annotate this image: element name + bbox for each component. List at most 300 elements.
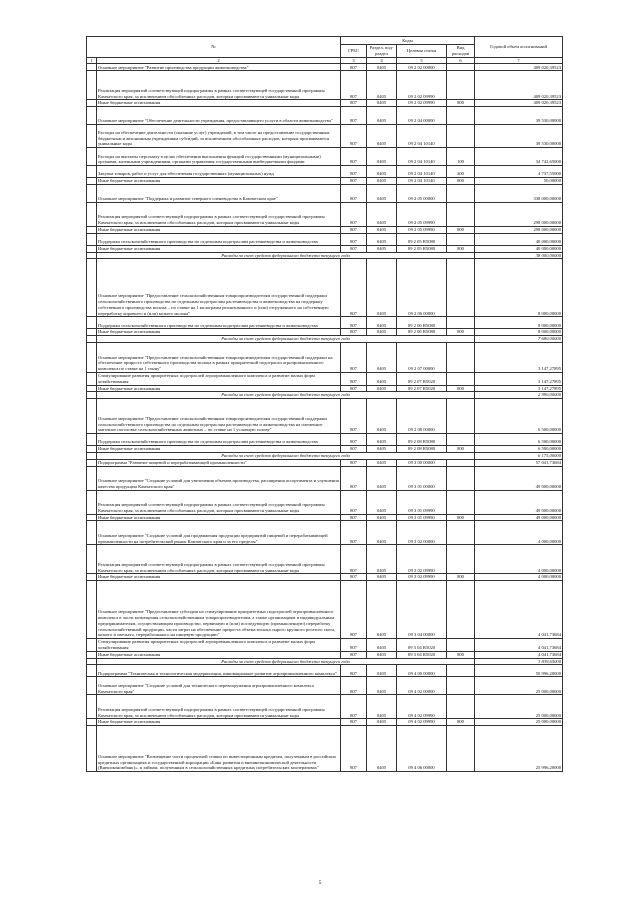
target-article-code: 09 3 02 00000 bbox=[397, 521, 447, 545]
grbs-code: 807 bbox=[341, 490, 367, 514]
expense-type-code bbox=[447, 581, 475, 639]
grbs-code: 807 bbox=[341, 677, 367, 695]
expense-type-code: 800 bbox=[447, 719, 475, 726]
expense-type-code bbox=[447, 107, 475, 125]
expense-type-code bbox=[447, 184, 475, 202]
row-number-cell bbox=[87, 514, 97, 521]
grbs-code: 807 bbox=[341, 342, 367, 372]
expense-type-code bbox=[447, 64, 475, 71]
row-number-cell bbox=[87, 259, 97, 317]
header-target-article: Целевая статья bbox=[397, 45, 447, 58]
table-row bbox=[87, 665, 563, 677]
expense-name: Закупка товаров, работ и услуг для обеспечения государственных (муниципальных) нужд bbox=[97, 166, 341, 178]
federal-budget-amount: 7 680,00000 bbox=[475, 336, 563, 343]
target-article-code: 09 3 02 09990 bbox=[397, 545, 447, 574]
annual-amount: 6 500,00000 bbox=[475, 446, 563, 453]
header-index-5: 5 bbox=[397, 57, 447, 64]
federal-budget-label: Расходы за счет средств федерального бюджета текущего года bbox=[97, 658, 475, 665]
expense-name: Стимулирование развития приоритетных подотраслей агропромышленного комплекса и развитие малых форм хозяйствования bbox=[97, 639, 341, 652]
federal-budget-row bbox=[87, 252, 563, 259]
expense-type-code: 800 bbox=[447, 385, 475, 392]
table-row bbox=[87, 466, 563, 490]
target-article-code: 09 2 04 10140 bbox=[397, 166, 447, 178]
target-article-code: 09 2 08 00000 bbox=[397, 399, 447, 434]
annual-amount: 40 000,00000 bbox=[475, 245, 563, 252]
table-row bbox=[87, 459, 563, 466]
row-number-cell bbox=[87, 434, 97, 446]
target-article-code: 09 3 04 R5020 bbox=[397, 651, 447, 658]
row-number-cell bbox=[87, 446, 97, 453]
grbs-code: 807 bbox=[341, 545, 367, 574]
federal-budget-row bbox=[87, 336, 563, 343]
federal-budget-label: Расходы за счет средств федерального бюджета текущего года bbox=[97, 392, 475, 399]
annual-amount: 6 500,00000 bbox=[475, 434, 563, 446]
expense-name: Реализация мероприятий соответствующей подпрограммы в рамках соответствующей государственной программы Камчатского края, за исключением обособленных расходов, которым присваиваются уникальные коды bbox=[97, 490, 341, 514]
expense-type-code: 100 bbox=[447, 148, 475, 166]
grbs-code: 807 bbox=[341, 434, 367, 446]
row-number-cell bbox=[87, 317, 97, 329]
row-number-cell bbox=[87, 726, 97, 772]
section-code: 0405 bbox=[367, 178, 397, 185]
row-number-cell bbox=[87, 336, 97, 343]
expense-name: Иные бюджетные ассигнования bbox=[97, 329, 341, 336]
grbs-code: 807 bbox=[341, 178, 367, 185]
table-row bbox=[87, 107, 563, 125]
expense-name: Реализация мероприятий соответствующей подпрограммы в рамках соответствующей государственной программы Камчатского края, за исключением обособленных расходов, которым присваиваются уникальные коды bbox=[97, 545, 341, 574]
target-article-code: 09 2 06 R5080 bbox=[397, 329, 447, 336]
table-row bbox=[87, 148, 563, 166]
expense-name: Иные бюджетные ассигнования bbox=[97, 226, 341, 233]
row-number-cell bbox=[87, 252, 97, 259]
section-code: 0405 bbox=[367, 514, 397, 521]
section-code: 0405 bbox=[367, 490, 397, 514]
target-article-code: 09 3 04 00000 bbox=[397, 581, 447, 639]
grbs-code: 807 bbox=[341, 726, 367, 772]
target-article-code: 09 4 06 00000 bbox=[397, 726, 447, 772]
grbs-code: 807 bbox=[341, 148, 367, 166]
target-article-code: 09 2 06 R5080 bbox=[397, 317, 447, 329]
budget-table bbox=[86, 36, 563, 772]
expense-name: Поддержка сельскохозяйственного производства по отдельным подотраслям растениеводства и животноводства bbox=[97, 233, 341, 245]
section-code: 0405 bbox=[367, 466, 397, 490]
target-article-code: 09 2 05 00000 bbox=[397, 184, 447, 202]
section-code: 0405 bbox=[367, 202, 397, 226]
section-code: 0405 bbox=[367, 434, 397, 446]
expense-name: Расходы на выплаты персоналу в целях обеспечения выполнения функций государственными (муниципальными) органами, казенными учреждениями, органами управления государственными внебюджетными фондами bbox=[97, 148, 341, 166]
table-row bbox=[87, 64, 563, 71]
grbs-code: 807 bbox=[341, 100, 367, 107]
row-number-cell bbox=[87, 658, 97, 665]
row-number-cell bbox=[87, 452, 97, 459]
expense-type-code: 800 bbox=[447, 574, 475, 581]
table-row bbox=[87, 329, 563, 336]
expense-name: Основное мероприятие "Возмещение части процентной ставки по инвестиционным кредитам, полученным в российских кредитных организациях и государственной корпорации «Банк развития и внешнеэкономической деятельности (Внешэкономбанк)», и займам, полученным в сельскохозяйственных кредитных потребительских кооперативах" bbox=[97, 726, 341, 772]
target-article-code: 09 3 01 09990 bbox=[397, 514, 447, 521]
annual-amount: 4 000,00000 bbox=[475, 574, 563, 581]
table-row bbox=[87, 317, 563, 329]
row-number-cell bbox=[87, 677, 97, 695]
row-number-cell bbox=[87, 178, 97, 185]
expense-name: Основное мероприятие "Обеспечение деятельности учреждения, предоставляющего услуги в области животноводства" bbox=[97, 107, 341, 125]
table-row bbox=[87, 259, 563, 317]
grbs-code: 807 bbox=[341, 226, 367, 233]
annual-amount: 25 996,20000 bbox=[475, 726, 563, 772]
table-row bbox=[87, 100, 563, 107]
expense-type-code: 800 bbox=[447, 226, 475, 233]
annual-amount: 4 041,73684 bbox=[475, 651, 563, 658]
row-number-cell bbox=[87, 581, 97, 639]
expense-type-code bbox=[447, 639, 475, 652]
expense-type-code bbox=[447, 466, 475, 490]
target-article-code: 09 3 01 09990 bbox=[397, 490, 447, 514]
expense-type-code bbox=[447, 372, 475, 385]
expense-type-code: 800 bbox=[447, 245, 475, 252]
table-row bbox=[87, 385, 563, 392]
table-row bbox=[87, 226, 563, 233]
annual-amount: 4 041,73684 bbox=[475, 639, 563, 652]
grbs-code: 807 bbox=[341, 372, 367, 385]
section-code: 0405 bbox=[367, 665, 397, 677]
grbs-code: 807 bbox=[341, 459, 367, 466]
section-code: 0405 bbox=[367, 148, 397, 166]
row-number-cell bbox=[87, 719, 97, 726]
expense-name: Реализация мероприятий соответствующей подпрограммы в рамках соответствующей государственной программы Камчатского края, за исключением обособленных расходов, которым присваиваются уникальные коды bbox=[97, 71, 341, 100]
target-article-code: 09 2 02 00000 bbox=[397, 64, 447, 71]
table-row bbox=[87, 372, 563, 385]
grbs-code: 807 bbox=[341, 64, 367, 71]
annual-amount: 3 147,27895 bbox=[475, 342, 563, 372]
expense-type-code bbox=[447, 695, 475, 719]
target-article-code: 09 3 00 00000 bbox=[397, 459, 447, 466]
grbs-code: 807 bbox=[341, 317, 367, 329]
grbs-code: 807 bbox=[341, 71, 367, 100]
section-code: 0405 bbox=[367, 71, 397, 100]
target-article-code: 09 2 05 R5080 bbox=[397, 245, 447, 252]
header-index-4: 4 bbox=[367, 57, 397, 64]
annual-amount: 338 000,00000 bbox=[475, 184, 563, 202]
header-section: Раздел, под-раздел bbox=[367, 45, 397, 58]
section-code: 0405 bbox=[367, 259, 397, 317]
grbs-code: 807 bbox=[341, 521, 367, 545]
grbs-code: 807 bbox=[341, 202, 367, 226]
expense-type-code bbox=[447, 342, 475, 372]
target-article-code: 09 2 07 R5020 bbox=[397, 385, 447, 392]
target-article-code: 09 2 08 R5080 bbox=[397, 434, 447, 446]
expense-type-code bbox=[447, 259, 475, 317]
annual-amount: 25 000,00000 bbox=[475, 677, 563, 695]
expense-name: Поддержка сельскохозяйственного производства по отдельным подотраслям растениеводства и животноводства bbox=[97, 434, 341, 446]
expense-type-code bbox=[447, 726, 475, 772]
federal-budget-label: Расходы за счет средств федерального бюджета текущего года bbox=[97, 252, 475, 259]
federal-budget-label: Расходы за счет средств федерального бюджета текущего года bbox=[97, 336, 475, 343]
annual-amount: 49 000,00000 bbox=[475, 514, 563, 521]
grbs-code: 807 bbox=[341, 166, 367, 178]
section-code: 0405 bbox=[367, 726, 397, 772]
row-number-cell bbox=[87, 233, 97, 245]
section-code: 0405 bbox=[367, 639, 397, 652]
annual-amount: 3 147,27895 bbox=[475, 385, 563, 392]
annual-amount: 25 000,00000 bbox=[475, 719, 563, 726]
expense-name: Основное мероприятие "Поддержка и развитие северного оленеводства в Камчатском крае" bbox=[97, 184, 341, 202]
table-row bbox=[87, 651, 563, 658]
row-number-cell bbox=[87, 459, 97, 466]
annual-amount: 49 000,00000 bbox=[475, 466, 563, 490]
expense-type-code bbox=[447, 399, 475, 434]
annual-amount: 8 000,00000 bbox=[475, 329, 563, 336]
annual-amount: 4 041,73684 bbox=[475, 581, 563, 639]
expense-type-code: 800 bbox=[447, 100, 475, 107]
expense-type-code bbox=[447, 71, 475, 100]
annual-amount: 40 000,00000 bbox=[475, 233, 563, 245]
expense-type-code bbox=[447, 317, 475, 329]
grbs-code: 807 bbox=[341, 574, 367, 581]
section-code: 0405 bbox=[367, 521, 397, 545]
target-article-code: 09 2 04 10140 bbox=[397, 178, 447, 185]
federal-budget-row bbox=[87, 392, 563, 399]
row-number-cell bbox=[87, 521, 97, 545]
target-article-code: 09 2 07 00000 bbox=[397, 342, 447, 372]
section-code: 0405 bbox=[367, 64, 397, 71]
section-code: 0405 bbox=[367, 166, 397, 178]
section-code: 0405 bbox=[367, 329, 397, 336]
row-number-cell bbox=[87, 695, 97, 719]
annual-amount: 409 020,39523 bbox=[475, 64, 563, 71]
federal-budget-amount: 2 990,00000 bbox=[475, 392, 563, 399]
expense-name: Основное мероприятие "Создание условий для технического перевооружения агропромышленного комплекса Камчатского края" bbox=[97, 677, 341, 695]
annual-amount: 4 737,55000 bbox=[475, 166, 563, 178]
annual-amount: 8 000,00000 bbox=[475, 317, 563, 329]
expense-type-code bbox=[447, 490, 475, 514]
section-code: 0405 bbox=[367, 545, 397, 574]
expense-name: Подпрограмма "Техническая и технологическая модернизация, инновационное развитие агропромышленного комплекса" bbox=[97, 665, 341, 677]
row-number-cell bbox=[87, 226, 97, 233]
header-index-7: 7 bbox=[475, 57, 563, 64]
annual-amount: 298 000,00000 bbox=[475, 226, 563, 233]
row-number-cell bbox=[87, 184, 97, 202]
target-article-code: 09 3 04 R5020 bbox=[397, 639, 447, 652]
target-article-code: 09 2 05 09990 bbox=[397, 226, 447, 233]
target-article-code: 09 2 05 09990 bbox=[397, 202, 447, 226]
expense-name: Иные бюджетные ассигнования bbox=[97, 178, 341, 185]
table-row bbox=[87, 719, 563, 726]
table-row bbox=[87, 726, 563, 772]
expense-type-code: 200 bbox=[447, 166, 475, 178]
expense-type-code bbox=[447, 459, 475, 466]
expense-name: Реализация мероприятий соответствующей подпрограммы в рамках соответствующей государственной программы Камчатского края, за исключением обособленных расходов, которым присваиваются уникальные коды bbox=[97, 695, 341, 719]
section-code: 0405 bbox=[367, 233, 397, 245]
row-number-cell bbox=[87, 125, 97, 148]
annual-amount: 4 000,00000 bbox=[475, 545, 563, 574]
grbs-code: 807 bbox=[341, 466, 367, 490]
table-row bbox=[87, 166, 563, 178]
table-row bbox=[87, 521, 563, 545]
grbs-code: 807 bbox=[341, 719, 367, 726]
expense-name: Стимулирование развития приоритетных подотраслей агропромышленного комплекса и развитие малых форм хозяйствования bbox=[97, 372, 341, 385]
expense-type-code bbox=[447, 665, 475, 677]
annual-amount: 50,00000 bbox=[475, 178, 563, 185]
target-article-code: 09 3 02 09990 bbox=[397, 574, 447, 581]
expense-name: Иные бюджетные ассигнования bbox=[97, 385, 341, 392]
annual-amount: 34 742,65000 bbox=[475, 148, 563, 166]
expense-type-code bbox=[447, 521, 475, 545]
row-number-cell bbox=[87, 372, 97, 385]
expense-name: Поддержка сельскохозяйственного производства по отдельным подотраслям растениеводства и животноводства bbox=[97, 317, 341, 329]
grbs-code: 807 bbox=[341, 245, 367, 252]
grbs-code: 807 bbox=[341, 514, 367, 521]
target-article-code: 09 4 02 00000 bbox=[397, 677, 447, 695]
grbs-code: 807 bbox=[341, 639, 367, 652]
expense-type-code bbox=[447, 677, 475, 695]
section-code: 0405 bbox=[367, 399, 397, 434]
row-number-cell bbox=[87, 385, 97, 392]
grbs-code: 807 bbox=[341, 184, 367, 202]
row-number-cell bbox=[87, 64, 97, 71]
annual-amount: 39 530,00000 bbox=[475, 125, 563, 148]
section-code: 0405 bbox=[367, 245, 397, 252]
expense-type-code: 800 bbox=[447, 514, 475, 521]
section-code: 0405 bbox=[367, 100, 397, 107]
header-annual-volume: Годовой объем ассигнований bbox=[475, 37, 563, 58]
section-code: 0405 bbox=[367, 719, 397, 726]
expense-type-code: 800 bbox=[447, 178, 475, 185]
table-row bbox=[87, 233, 563, 245]
grbs-code: 807 bbox=[341, 329, 367, 336]
row-number-cell bbox=[87, 71, 97, 100]
expense-name: Основное мероприятие "Предоставление сельскохозяйственным товаропроизводителям государственной поддержки сельскохозяйственного производства по отдельным подотраслям растениеводства и животноводства на поддержку собственного производства молока – по ставке на 1 килограмм реализованного и (или) отгруженного на собственную переработку коровьего и (или) козьего молока" bbox=[97, 259, 341, 317]
annual-amount: 57 041,73684 bbox=[475, 459, 563, 466]
annual-amount: 4 000,00000 bbox=[475, 521, 563, 545]
header-grbs: ГРБС bbox=[341, 45, 367, 58]
row-number-cell bbox=[87, 245, 97, 252]
row-number-cell bbox=[87, 639, 97, 652]
expense-type-code bbox=[447, 233, 475, 245]
section-code: 0405 bbox=[367, 385, 397, 392]
section-code: 0405 bbox=[367, 677, 397, 695]
grbs-code: 807 bbox=[341, 665, 367, 677]
section-code: 0405 bbox=[367, 317, 397, 329]
expense-name: Иные бюджетные ассигнования bbox=[97, 719, 341, 726]
table-row bbox=[87, 125, 563, 148]
expense-name: Расходы на обеспечение деятельности (оказание услуг) учреждений, в том числе на предоставление государственным бюджетным и автономным учреждениям субсидий, за исключением обособленных расходов, которым присваиваются уникальные коды bbox=[97, 125, 341, 148]
row-number-cell bbox=[87, 466, 97, 490]
table-row bbox=[87, 574, 563, 581]
row-number-cell bbox=[87, 545, 97, 574]
expense-type-code bbox=[447, 125, 475, 148]
target-article-code: 09 2 05 R5080 bbox=[397, 233, 447, 245]
federal-budget-row bbox=[87, 658, 563, 665]
federal-budget-row bbox=[87, 452, 563, 459]
expense-name: Иные бюджетные ассигнования bbox=[97, 446, 341, 453]
federal-budget-amount: 6 175,00000 bbox=[475, 452, 563, 459]
annual-amount: 49 000,00000 bbox=[475, 490, 563, 514]
header-expense-type: Вид расходов bbox=[447, 45, 475, 58]
table-row bbox=[87, 446, 563, 453]
target-article-code: 09 2 02 09990 bbox=[397, 71, 447, 100]
expense-name: Иные бюджетные ассигнования bbox=[97, 100, 341, 107]
annual-amount: 8 000,00000 bbox=[475, 259, 563, 317]
grbs-code: 807 bbox=[341, 581, 367, 639]
expense-name: Основное мероприятие "Предоставление сельскохозяйственным товаропроизводителям государственной поддержки на обеспечение прироста собственного производства молока в рамках приоритетной подотрасли агропромышленного комплекса по ставке на 1 тонну" bbox=[97, 342, 341, 372]
expense-name: Основное мероприятие "Предоставление сельскохозяйственным товаропроизводителям государственной поддержки сельскохозяйственного производства по отдельным подотраслям растениеводства и животноводства на племенное маточное поголовье сельскохозяйственных животных – по ставке на 1 условную голову" bbox=[97, 399, 341, 434]
row-number-cell bbox=[87, 490, 97, 514]
table-row bbox=[87, 71, 563, 100]
section-code: 0405 bbox=[367, 574, 397, 581]
target-article-code: 09 2 06 00000 bbox=[397, 259, 447, 317]
expense-name: Основное мероприятие "Создание условий для продвижения продукции предприятий пищевой и перерабатывающей промышленности на потребительский рынок Камчатского края и за его пределы" bbox=[97, 521, 341, 545]
table-row bbox=[87, 545, 563, 574]
page-number: 5 bbox=[318, 880, 322, 886]
table-row bbox=[87, 202, 563, 226]
row-number-cell bbox=[87, 574, 97, 581]
target-article-code: 09 2 07 R5020 bbox=[397, 372, 447, 385]
target-article-code: 09 4 02 09990 bbox=[397, 719, 447, 726]
table-row bbox=[87, 342, 563, 372]
table-row bbox=[87, 677, 563, 695]
grbs-code: 807 bbox=[341, 107, 367, 125]
header-index-3: 3 bbox=[341, 57, 367, 64]
grbs-code: 807 bbox=[341, 259, 367, 317]
table-row bbox=[87, 581, 563, 639]
row-number-cell bbox=[87, 665, 97, 677]
section-code: 0405 bbox=[367, 226, 397, 233]
table-row bbox=[87, 178, 563, 185]
target-article-code: 09 2 08 R5080 bbox=[397, 446, 447, 453]
row-number-cell bbox=[87, 202, 97, 226]
table-row bbox=[87, 184, 563, 202]
target-article-code: 09 2 02 09990 bbox=[397, 100, 447, 107]
expense-type-code bbox=[447, 545, 475, 574]
target-article-code: 09 2 04 00000 bbox=[397, 107, 447, 125]
header-codes: Коды bbox=[341, 37, 475, 45]
section-code: 0405 bbox=[367, 446, 397, 453]
grbs-code: 807 bbox=[341, 233, 367, 245]
section-code: 0405 bbox=[367, 651, 397, 658]
federal-budget-amount: 38 000,00000 bbox=[475, 252, 563, 259]
table-row bbox=[87, 399, 563, 434]
target-article-code: 09 3 01 00000 bbox=[397, 466, 447, 490]
table-row bbox=[87, 245, 563, 252]
expense-name: Реализация мероприятий соответствующей подпрограммы в рамках соответствующей государственной программы Камчатского края, за исключением обособленных расходов, которым присваиваются уникальные коды bbox=[97, 202, 341, 226]
table-row bbox=[87, 514, 563, 521]
row-number-cell bbox=[87, 329, 97, 336]
row-number-cell bbox=[87, 399, 97, 434]
federal-budget-label: Расходы за счет средств федерального бюджета текущего года bbox=[97, 452, 475, 459]
table-row bbox=[87, 490, 563, 514]
budget-table-sheet bbox=[86, 36, 562, 772]
expense-name: Иные бюджетные ассигнования bbox=[97, 574, 341, 581]
row-number-cell bbox=[87, 392, 97, 399]
grbs-code: 807 bbox=[341, 399, 367, 434]
expense-type-code: 800 bbox=[447, 651, 475, 658]
grbs-code: 807 bbox=[341, 651, 367, 658]
annual-amount: 409 020,39523 bbox=[475, 71, 563, 100]
table-row bbox=[87, 695, 563, 719]
row-number-cell bbox=[87, 107, 97, 125]
annual-amount: 298 000,00000 bbox=[475, 202, 563, 226]
annual-amount: 409 020,39523 bbox=[475, 100, 563, 107]
header-index-1: 1 bbox=[87, 57, 97, 64]
row-number-cell bbox=[87, 148, 97, 166]
table-header bbox=[87, 37, 563, 64]
grbs-code: 807 bbox=[341, 125, 367, 148]
section-code: 0405 bbox=[367, 107, 397, 125]
target-article-code: 09 2 04 10140 bbox=[397, 148, 447, 166]
row-number-cell bbox=[87, 166, 97, 178]
header-number: № bbox=[87, 37, 341, 58]
expense-name: Основное мероприятие "Создание условий для увеличения объемов производства, расширения ассортимента и улучшения качества продукции Камчатского края" bbox=[97, 466, 341, 490]
expense-type-code bbox=[447, 202, 475, 226]
row-number-cell bbox=[87, 100, 97, 107]
